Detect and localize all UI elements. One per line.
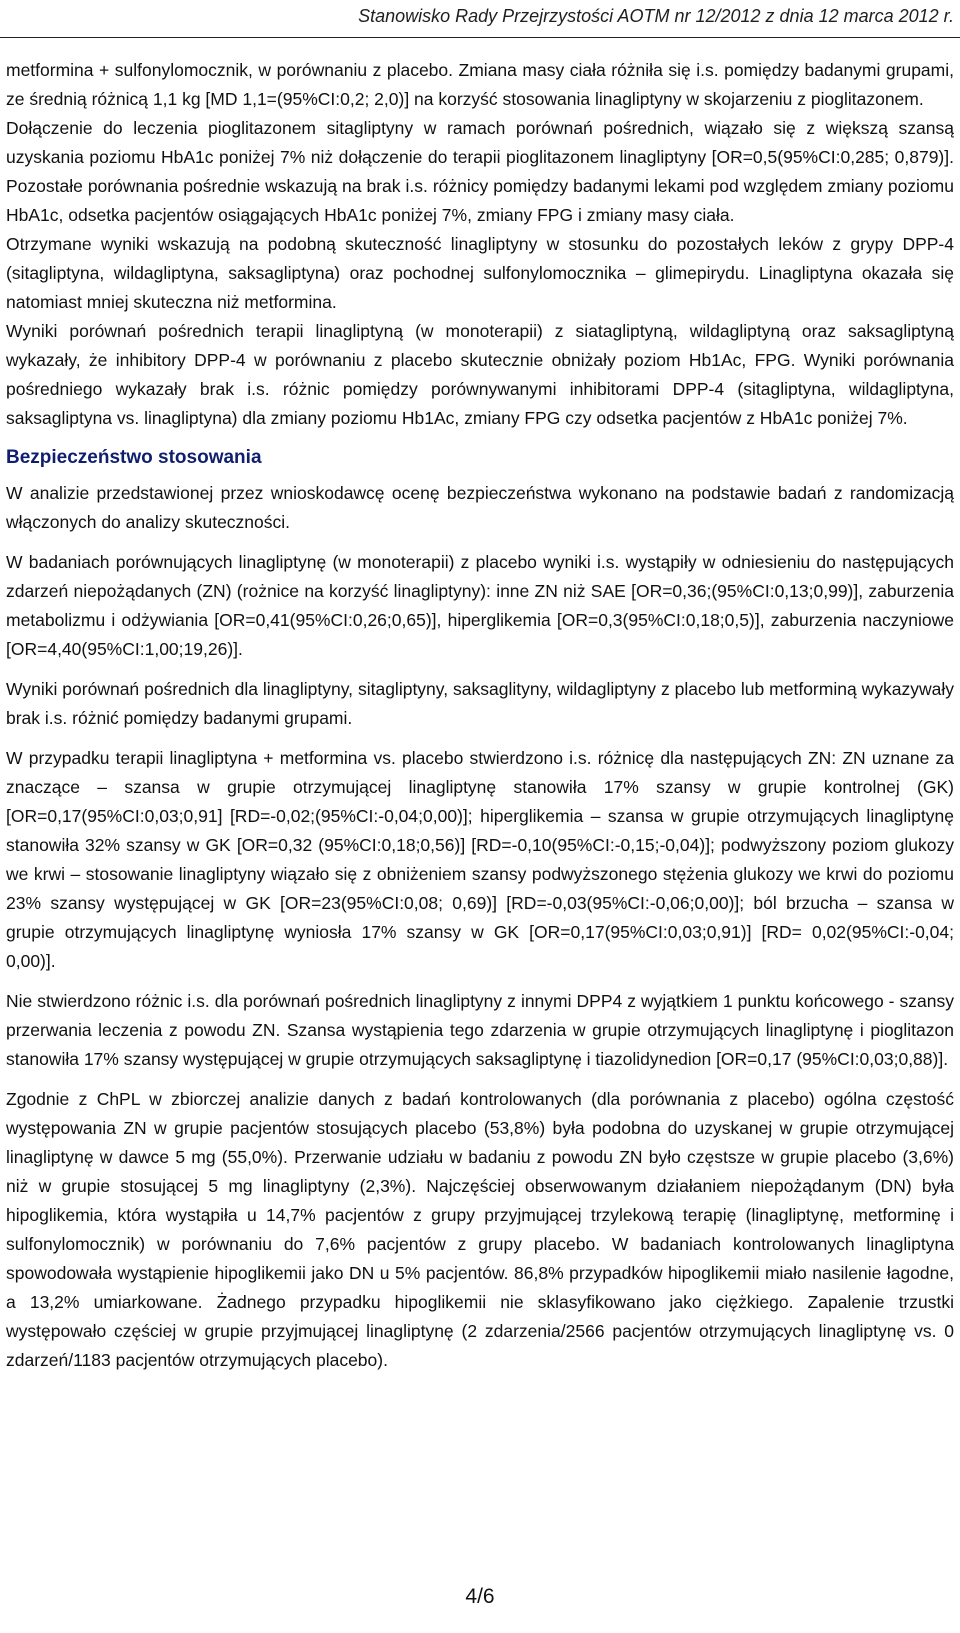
document-body: [6, 56, 954, 1386]
header-rule: [0, 37, 960, 38]
paragraph: W badaniach porównujących linagliptynę (w monoterapii) z placebo wyniki i.s. wystąpiły w odniesieniu do następujących zdarzeń niepożądanych (ZN) (rożnice na korzyść linagliptyny): inne ZN niż SAE [OR=0,36;(95%CI:0,13;0,99)], zaburzenia metabolizmu i odżywiania [OR=0,41(95%CI:0,26;0,65)], hiperglikemia [OR=0,3(95%CI:0,18;0,5)], zaburzenia naczyniowe [OR=4,40(95%CI:1,00;19,26)].: [6, 552, 954, 659]
paragraph: Nie stwierdzono różnic i.s. dla porównań pośrednich linagliptyny z innymi DPP4 z wyjątkiem 1 punktu końcowego - szansy przerwania leczenia z powodu ZN. Szansa wystąpienia tego zdarzenia w grupie otrzymujących linagliptynę i pioglitazon stanowiła 17% szansy występującej w grupie otrzymujących saksagliptynę i tiazolidynedion [OR=0,17 (95%CI:0,03;0,88)].: [6, 991, 954, 1069]
paragraph: Otrzymane wyniki wskazują na podobną skuteczność linagliptyny w stosunku do pozostałych leków z grypy DPP-4 (sitagliptyna, wildagliptyna, saksagliptyna) oraz pochodnej sulfonylomocznika – glimepirydu. Linagliptyna okazała się natomiast mniej skuteczna niż metformina.: [6, 234, 954, 312]
paragraph: Zgodnie z ChPL w zbiorczej analizie danych z badań kontrolowanych (dla porównania z placebo) ogólna częstość występowania ZN w grupie pacjentów stosujących placebo (53,8%) była podobna do uzyskanej w grupie otrzymującej linagliptynę w dawce 5 mg (55,0%). Przerwanie udziału w badaniu z powodu ZN było częstsze w grupie placebo (3,6%) niż w grupie stosującej 5 mg linagliptyny (2,3%). Najczęściej obserwowanym działaniem niepożądanym (DN) była hipoglikemia, która wystąpiła u 14,7% pacjentów z grupy przyjmującej trzylekową terapię (linagliptynę, metforminę i sulfonylomocznik) w porównaniu do 7,6% pacjentów z grupy placebo. W badaniach kontrolowanych linagliptyna spowodowała wystąpienie hipoglikemii jako DN u 5% pacjentów. 86,8% przypadków hipoglikemii miało nasilenie łagodne, a 13,2% umiarkowane. Żadnego przypadku hipoglikemii nie sklasyfikowano jako ciężkiego. Zapalenie trzustki występowało częściej w grupie przyjmującej linagliptynę (2 zdarzenia/2566 pacjentów otrzymujących linagliptynę vs. 0 zdarzeń/1183 pacjentów otrzymujących placebo).: [6, 1089, 954, 1370]
paragraph: W przypadku terapii linagliptyna + metformina vs. placebo stwierdzono i.s. różnicę dla następujących ZN: ZN uznane za znaczące – szansa w grupie otrzymującej linagliptynę stanowiła 17% szansy w grupie kontrolnej (GK) [OR=0,17(95%CI:0,03;0,91] [RD=-0,02;(95%CI:-0,04;0,00)]; hiperglikemia – szansa w grupie otrzymujących linagliptynę stanowiła 32% szansy w GK [OR=0,32 (95%CI:0,18;0,56)] [RD=-0,10(95%CI:-0,15;-0,04)]; podwyższony poziom glukozy we krwi – stosowanie linagliptyny wiązało się z obniżeniem szansy podwyższonego stężenia glukozy we krwi do poziomu 23% szansy występującej w GK [OR=23(95%CI:0,08; 0,69)] [RD=-0,03(95%CI:-0,06;0,00)]; ból brzucha – szansa w grupie otrzymujących linagliptynę wyniosła 17% szansy w GK [OR=0,17(95%CI:0,03;0,91)] [RD= 0,02(95%CI:-0,04; 0,00)].: [6, 748, 954, 971]
paragraph: metformina + sulfonylomocznik, w porównaniu z placebo. Zmiana masy ciała różniła się i.s. pomiędzy badanymi grupami, ze średnią różnicą 1,1 kg [MD 1,1=(95%CI:0,2; 2,0)] na korzyść stosowania linagliptyny w skojarzeniu z pioglitazonem.: [6, 60, 954, 109]
paragraph: Wyniki porównań pośrednich dla linagliptyny, sitagliptyny, saksaglityny, wildagliptyny z placebo lub metforminą wykazywały brak i.s. różnić pomiędzy badanymi grupami.: [6, 679, 954, 728]
paragraph: Wyniki porównań pośrednich terapii linagliptyną (w monoterapii) z siatagliptyną, wildagliptyną oraz saksagliptyną wykazały, że inhibitory DPP-4 w porównaniu z placebo skutecznie obniżały poziom Hb1Ac, FPG. Wyniki porównania pośredniego wykazały brak i.s. różnic pomiędzy porównywanymi inhibitorami DPP-4 (sitagliptyna, wildagliptyna, saksagliptyna vs. linagliptyna) dla zmiany poziomu Hb1Ac, zmiany FPG czy odsetka pacjentów z HbA1c poniżej 7%.: [6, 321, 954, 428]
paragraph: Dołączenie do leczenia pioglitazonem sitagliptyny w ramach porównań pośrednich, wiązało się z większą szansą uzyskania poziomu HbA1c poniżej 7% niż dołączenie do terapii pioglitazonem linagliptyny [OR=0,5(95%CI:0,285; 0,879)]. Pozostałe porównania pośrednie wskazują na brak i.s. różnicy pomiędzy badanymi lekami pod względem zmiany poziomu HbA1c, odsetka pacjentów osiągających HbA1c poniżej 7%, zmiany FPG i zmiany masy ciała.: [6, 118, 954, 225]
paragraph: W analizie przedstawionej przez wnioskodawcę ocenę bezpieczeństwa wykonano na podstawie badań z randomizacją włączonych do analizy skuteczności.: [6, 483, 954, 532]
page-header: [0, 0, 960, 38]
page-number: 4/6: [465, 1585, 495, 1608]
section-heading: Bezpieczeństwo stosowania: [6, 447, 262, 468]
running-title: Stanowisko Rady Przejrzystości AOTM nr 12/2012 z dnia 12 marca 2012 r.: [358, 6, 954, 26]
